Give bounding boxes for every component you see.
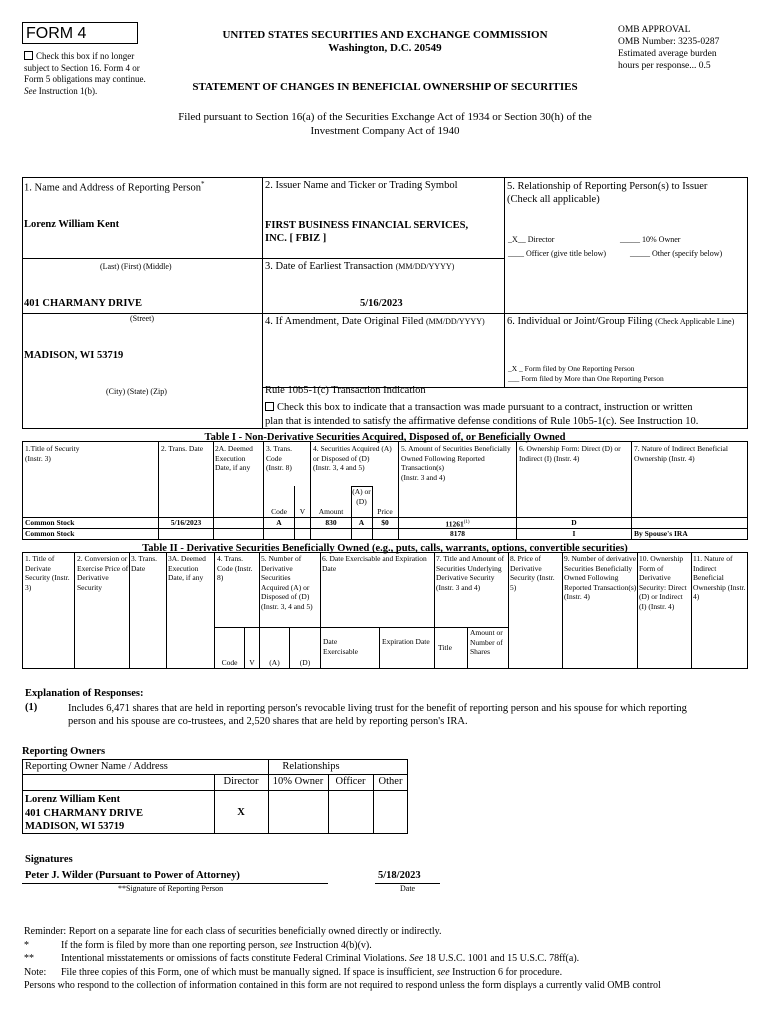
t1-sub-code: Code [271, 507, 287, 516]
omb-approval: OMB APPROVAL OMB Number: 3235-0287 Estimated average burden hours per response... 0.5 [618, 25, 720, 71]
t1-row1-price: $0 [381, 518, 389, 527]
explanation-text: Includes 6,471 shares that are held in reporting person's revocable living trust for the benefit of reporting person and his spouse for which reporting person and his spouse are co-trustees, and 2,520 shares that are held by reporting person's IRA. [68, 703, 687, 727]
relationship-officer[interactable]: ____ Officer (give title below) [508, 249, 607, 258]
t1-row2-form: I [572, 529, 576, 538]
relationship-director[interactable]: _X__ Director [508, 235, 555, 244]
name-parts-label: (Last) (First) (Middle) [100, 262, 172, 271]
t2-h11: 11. Nature of Indirect Beneficial Ownership (Instr. 4) [693, 554, 746, 601]
owners-col-officer: Officer [335, 776, 366, 787]
t1-h2: 2. Trans. Date [161, 444, 204, 453]
signatures-title: Signatures [25, 854, 73, 865]
footer-star1: * If the form is filed by more than one reporting person, see Instruction 4(b)(v). [24, 939, 372, 951]
footer-star2: ** Intentional misstatements or omissions of facts constitute Federal Criminal Violations. See 18 U.S.C. 1001 and 15 U.S.C. 78ff(a). [24, 953, 580, 964]
box5-label: 5. Relationship of Reporting Person(s) to Issuer (Check all applicable) [507, 181, 708, 205]
t1-sub-aord: (A) or (D) [352, 487, 371, 506]
no-longer-subject-checkbox[interactable] [24, 51, 33, 60]
t2-sub-a: (A) [269, 658, 280, 667]
t2-h3a: 3A. Deemed Execution Date, if any [168, 554, 206, 582]
t1-row2-title: Common Stock [25, 529, 75, 538]
owners-col-name: Reporting Owner Name / Address [25, 761, 168, 772]
explanation-title: Explanation of Responses: [25, 688, 144, 699]
t1-row1-amount: 830 [325, 518, 337, 527]
t1-row1-form: D [571, 518, 577, 527]
t2-h8: 8. Price of Derivative Security (Instr. 5) [510, 554, 555, 592]
t1-h2a: 2A. Deemed Execution Date, if any [215, 444, 253, 472]
t2-sub-amount: Amount or Number of Shares [470, 628, 503, 656]
footer-note: Note: File three copies of this Form, one of which must be manually signed. If space is insufficient, see Instruction 6 for procedure. [24, 966, 563, 978]
date-label: Date [400, 884, 416, 893]
t1-h5: 5. Amount of Securities Beneficially Owned Following Reported Transaction(s) (Instr. 3 and 4) [401, 444, 511, 482]
signer-name: Peter J. Wilder (Pursuant to Power of Attorney) [25, 870, 240, 881]
t1-row2-owned: 8178 [450, 529, 465, 538]
box4-label: 4. If Amendment, Date Original Filed (MM/DD/YYYY) [265, 316, 485, 327]
form-title: FORM 4 [26, 25, 87, 42]
city-state-zip: MADISON, WI 53719 [24, 350, 124, 361]
t2-sub-expiration: Expiration Date [382, 637, 430, 646]
reporting-owners-title: Reporting Owners [22, 746, 106, 757]
signature-label: **Signature of Reporting Person [118, 884, 224, 893]
no-longer-subject-checkbox-text: Check this box if no longer subject to Section 16. Form 4 or Form 5 obligations may continue. See Instruction 1(b). [24, 51, 146, 96]
box2-label: 2. Issuer Name and Ticker or Trading Symbol [265, 180, 458, 191]
street-address: 401 CHARMANY DRIVE [24, 298, 143, 309]
t2-h1: 1. Title of Derivate Security (Instr. 3) [25, 554, 70, 592]
filing-one-person[interactable]: _X _ Form filed by One Reporting Person [508, 364, 635, 373]
reminder-text: Reminder: Report on a separate line for each class of securities beneficially owned directly or indirectly. [24, 926, 442, 937]
owners-col-director: Director [223, 776, 259, 787]
t2-h4: 4. Trans. Code (Instr. 8) [217, 554, 253, 582]
t1-row2-nature: By Spouse's IRA [634, 529, 688, 538]
t1-row1-aord: A [358, 518, 365, 527]
earliest-transaction-date: 5/16/2023 [360, 298, 403, 309]
statement-title: STATEMENT OF CHANGES IN BENEFICIAL OWNERSHIP OF SECURITIES [192, 81, 578, 93]
rule-10b5-checkbox[interactable] [265, 402, 274, 411]
t1-h7: 7. Nature of Indirect Beneficial Ownership (Instr. 4) [634, 444, 728, 463]
box3-label: 3. Date of Earliest Transaction (MM/DD/YYYY) [265, 261, 455, 272]
filing-more-persons[interactable]: ___ Form filed by More than One Reporting Person [508, 374, 664, 383]
reporting-person-name: Lorenz William Kent [24, 219, 120, 230]
issuer-name: FIRST BUSINESS FINANCIAL SERVICES, INC. [ FBIZ ] [265, 220, 469, 244]
t1-sub-price: Price [377, 507, 393, 516]
t1-h3: 3. Trans. Code (Instr. 8) [266, 444, 293, 472]
t2-h6: 6. Date Exercisable and Expiration Date [322, 554, 427, 573]
t1-sub-amount: Amount [318, 507, 344, 516]
explanation-number: (1) [25, 702, 38, 713]
owner-director-mark: X [237, 807, 245, 818]
relationship-10pct-owner[interactable]: _____ 10% Owner [620, 235, 681, 244]
relationship-other[interactable]: _____ Other (specify below) [630, 249, 723, 258]
t1-h1: 1.Title of Security (Instr. 3) [25, 444, 80, 463]
signature-date: 5/18/2023 [378, 870, 421, 881]
t1-h4: 4. Securities Acquired (A) or Disposed of (D) (Instr. 3, 4 and 5) [313, 444, 392, 472]
t2-h3: 3. Trans. Date [131, 554, 158, 573]
t2-h2: 2. Conversion or Exercise Price of Derivative Security [77, 554, 129, 592]
owners-col-relationships: Relationships [282, 761, 340, 772]
t2-sub-title: Title [438, 643, 452, 652]
box1-label: 1. Name and Address of Reporting Person* [24, 180, 205, 194]
t2-h5: 5. Number of Derivative Securities Acquired (A) or Disposed of (D) (Instr. 3, 4 and 5) [261, 554, 313, 611]
t1-row1-code: A [276, 518, 282, 527]
t2-sub-code: Code [221, 658, 238, 667]
t2-h10: 10. Ownership Form of Derivative Security: Direct (D) or Indirect (I) (Instr. 4) [639, 554, 687, 611]
box6-label: 6. Individual or Joint/Group Filing (Check Applicable Line) [507, 316, 735, 327]
form-title-box [22, 22, 138, 44]
table1-title: Table I - Non-Derivative Securities Acquired, Disposed of, or Beneficially Owned [204, 432, 566, 443]
city-label: (City) (State) (Zip) [106, 387, 167, 396]
t1-row1-title: Common Stock [25, 518, 75, 527]
t2-h9: 9. Number of derivative Securities Beneficially Owned Following Reported Transaction(s) (Instr. 4) [564, 554, 637, 601]
agency-name: UNITED STATES SECURITIES AND EXCHANGE COMMISSION [222, 29, 548, 41]
footer-notes [24, 925, 750, 993]
t2-h7: 7. Title and Amount of Securities Underlying Derivative Security (Instr. 3 and 4) [436, 554, 505, 592]
t1-row1-date: 5/16/2023 [170, 518, 202, 527]
rule-10b5-title: Rule 10b5-1(c) Transaction Indication [265, 385, 426, 396]
agency-city: Washington, D.C. 20549 [328, 42, 442, 54]
t2-sub-exercisable: Date Exercisable [323, 637, 358, 656]
rule-10b5-text: Check this box to indicate that a transaction was made pursuant to a contract, instruction or written plan that is intended to satisfy the affirmative defense conditions of Rule 10b5-1(c). See Instruction 10. [265, 402, 699, 427]
t1-sub-v: V [299, 507, 306, 516]
persons-respond-text: Persons who respond to the collection of information contained in this form are not required to respond unless the form displays a currently valid OMB control [24, 980, 661, 991]
t1-row1-owned: 11261$^{(1)}$ [445, 519, 470, 529]
t1-h6: 6. Ownership Form: Direct (D) or Indirect (I) (Instr. 4) [519, 444, 621, 463]
street-label: (Street) [130, 314, 154, 323]
owner-name-address: Lorenz William Kent 401 CHARMANY DRIVE MADISON, WI 53719 [25, 794, 144, 832]
owners-col-other: Other [378, 776, 403, 787]
filed-pursuant: Filed pursuant to Section 16(a) of the Securities Exchange Act of 1934 or Section 30(h) of the Investment Company Act of 1940 [178, 111, 592, 137]
t2-sub-d: (D) [299, 658, 311, 667]
owners-col-10pct: 10% Owner [272, 776, 324, 787]
table2-title: Table II - Derivative Securities Beneficially Owned (e.g., puts, calls, warrants, options, convertible securities) [142, 543, 628, 554]
t2-sub-v: V [249, 658, 255, 667]
